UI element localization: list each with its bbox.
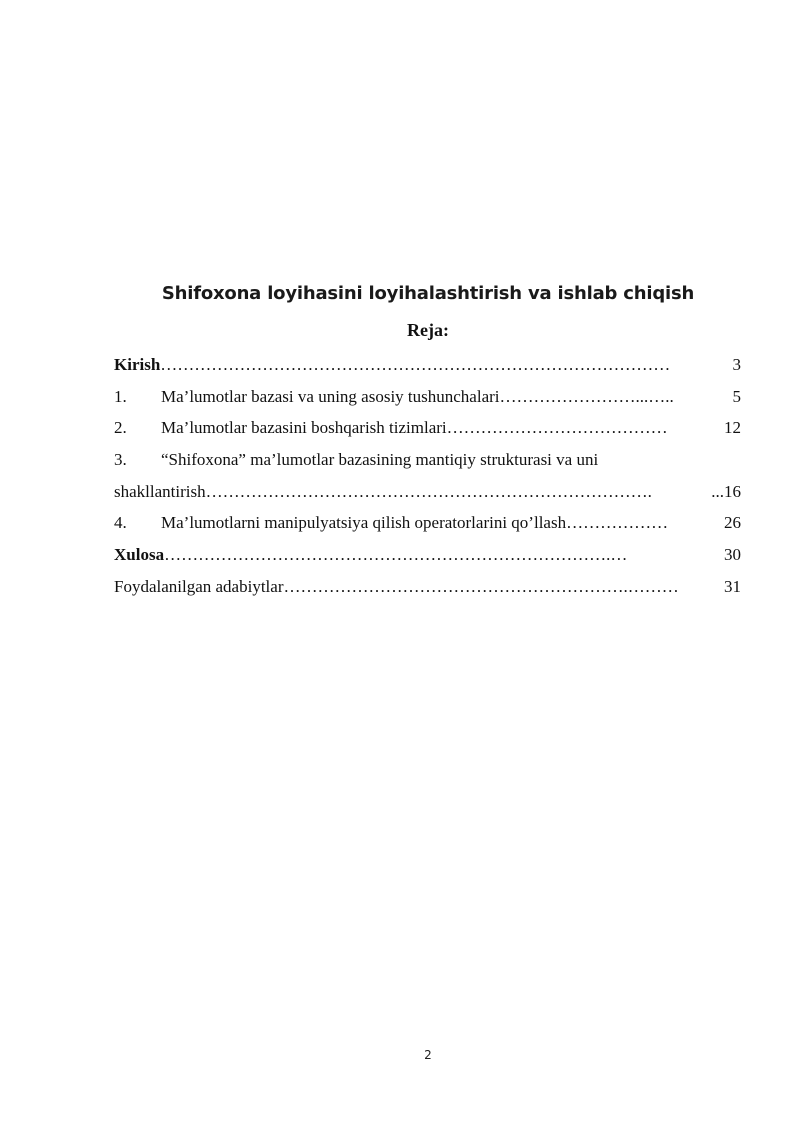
toc-leader-dots: ………………………………… — [446, 418, 668, 438]
toc-page-number: 12 — [724, 418, 741, 438]
plan-heading: Reja: — [407, 320, 449, 340]
toc-number: 4. — [114, 513, 127, 533]
document-title: Shifoxona loyihasini loyihalashtirish va ishlab chiqish — [161, 283, 695, 304]
toc-leader-dots: ……………… — [566, 513, 669, 533]
toc-page-number: 30 — [724, 545, 741, 565]
toc-page-number: 5 — [732, 386, 741, 406]
toc-label: Ma’lumotlar bazasi va uning asosiy tushunchalari — [161, 386, 500, 406]
page-number: 2 — [424, 1048, 432, 1062]
toc-label: “Shifoxona” ma’lumotlar bazasining mantiqiy strukturasi va uni — [161, 450, 599, 470]
toc-number: 3. — [114, 450, 127, 470]
toc-entry-4[interactable] — [114, 510, 742, 542]
toc-label: Foydalanilgan adabiytlar — [114, 576, 284, 596]
toc-page-number: 31 — [724, 576, 741, 596]
toc-page-number: 26 — [724, 513, 741, 533]
toc-entry-2[interactable] — [114, 415, 742, 447]
toc-entry-3[interactable] — [114, 447, 742, 479]
toc-entry-kirish[interactable] — [114, 352, 742, 384]
toc-entry-3-continued[interactable] — [114, 479, 742, 511]
toc-label: Ma’lumotlarni manipulyatsiya qilish operatorlarini qo’llash — [161, 513, 567, 533]
toc-label: Ma’lumotlar bazasini boshqarish tizimlari — [161, 418, 447, 438]
table-of-contents — [114, 352, 742, 606]
toc-entry-1[interactable] — [114, 384, 742, 416]
toc-entry-xulosa[interactable] — [114, 542, 742, 574]
toc-leader-dots: …………………………………………………….……… — [283, 576, 679, 596]
toc-number: 2. — [114, 418, 127, 438]
toc-label: Kirish — [114, 355, 161, 374]
toc-leader-dots: ……………………...….. — [499, 386, 674, 406]
toc-leader-dots: …………………………………………………………………….… — [164, 545, 628, 565]
toc-leader-dots: ……………………………………………………………………………… — [160, 355, 671, 374]
toc-number: 1. — [114, 386, 127, 406]
toc-page-number: ...16 — [711, 481, 741, 501]
toc-label: Xulosa — [114, 545, 165, 565]
toc-label-continued: shakllantirish — [114, 481, 206, 501]
toc-entry-adabiyot[interactable] — [114, 574, 742, 606]
toc-leader-dots: ……………………………………………………………………. — [205, 481, 652, 501]
toc-page-number: 3 — [732, 355, 741, 374]
